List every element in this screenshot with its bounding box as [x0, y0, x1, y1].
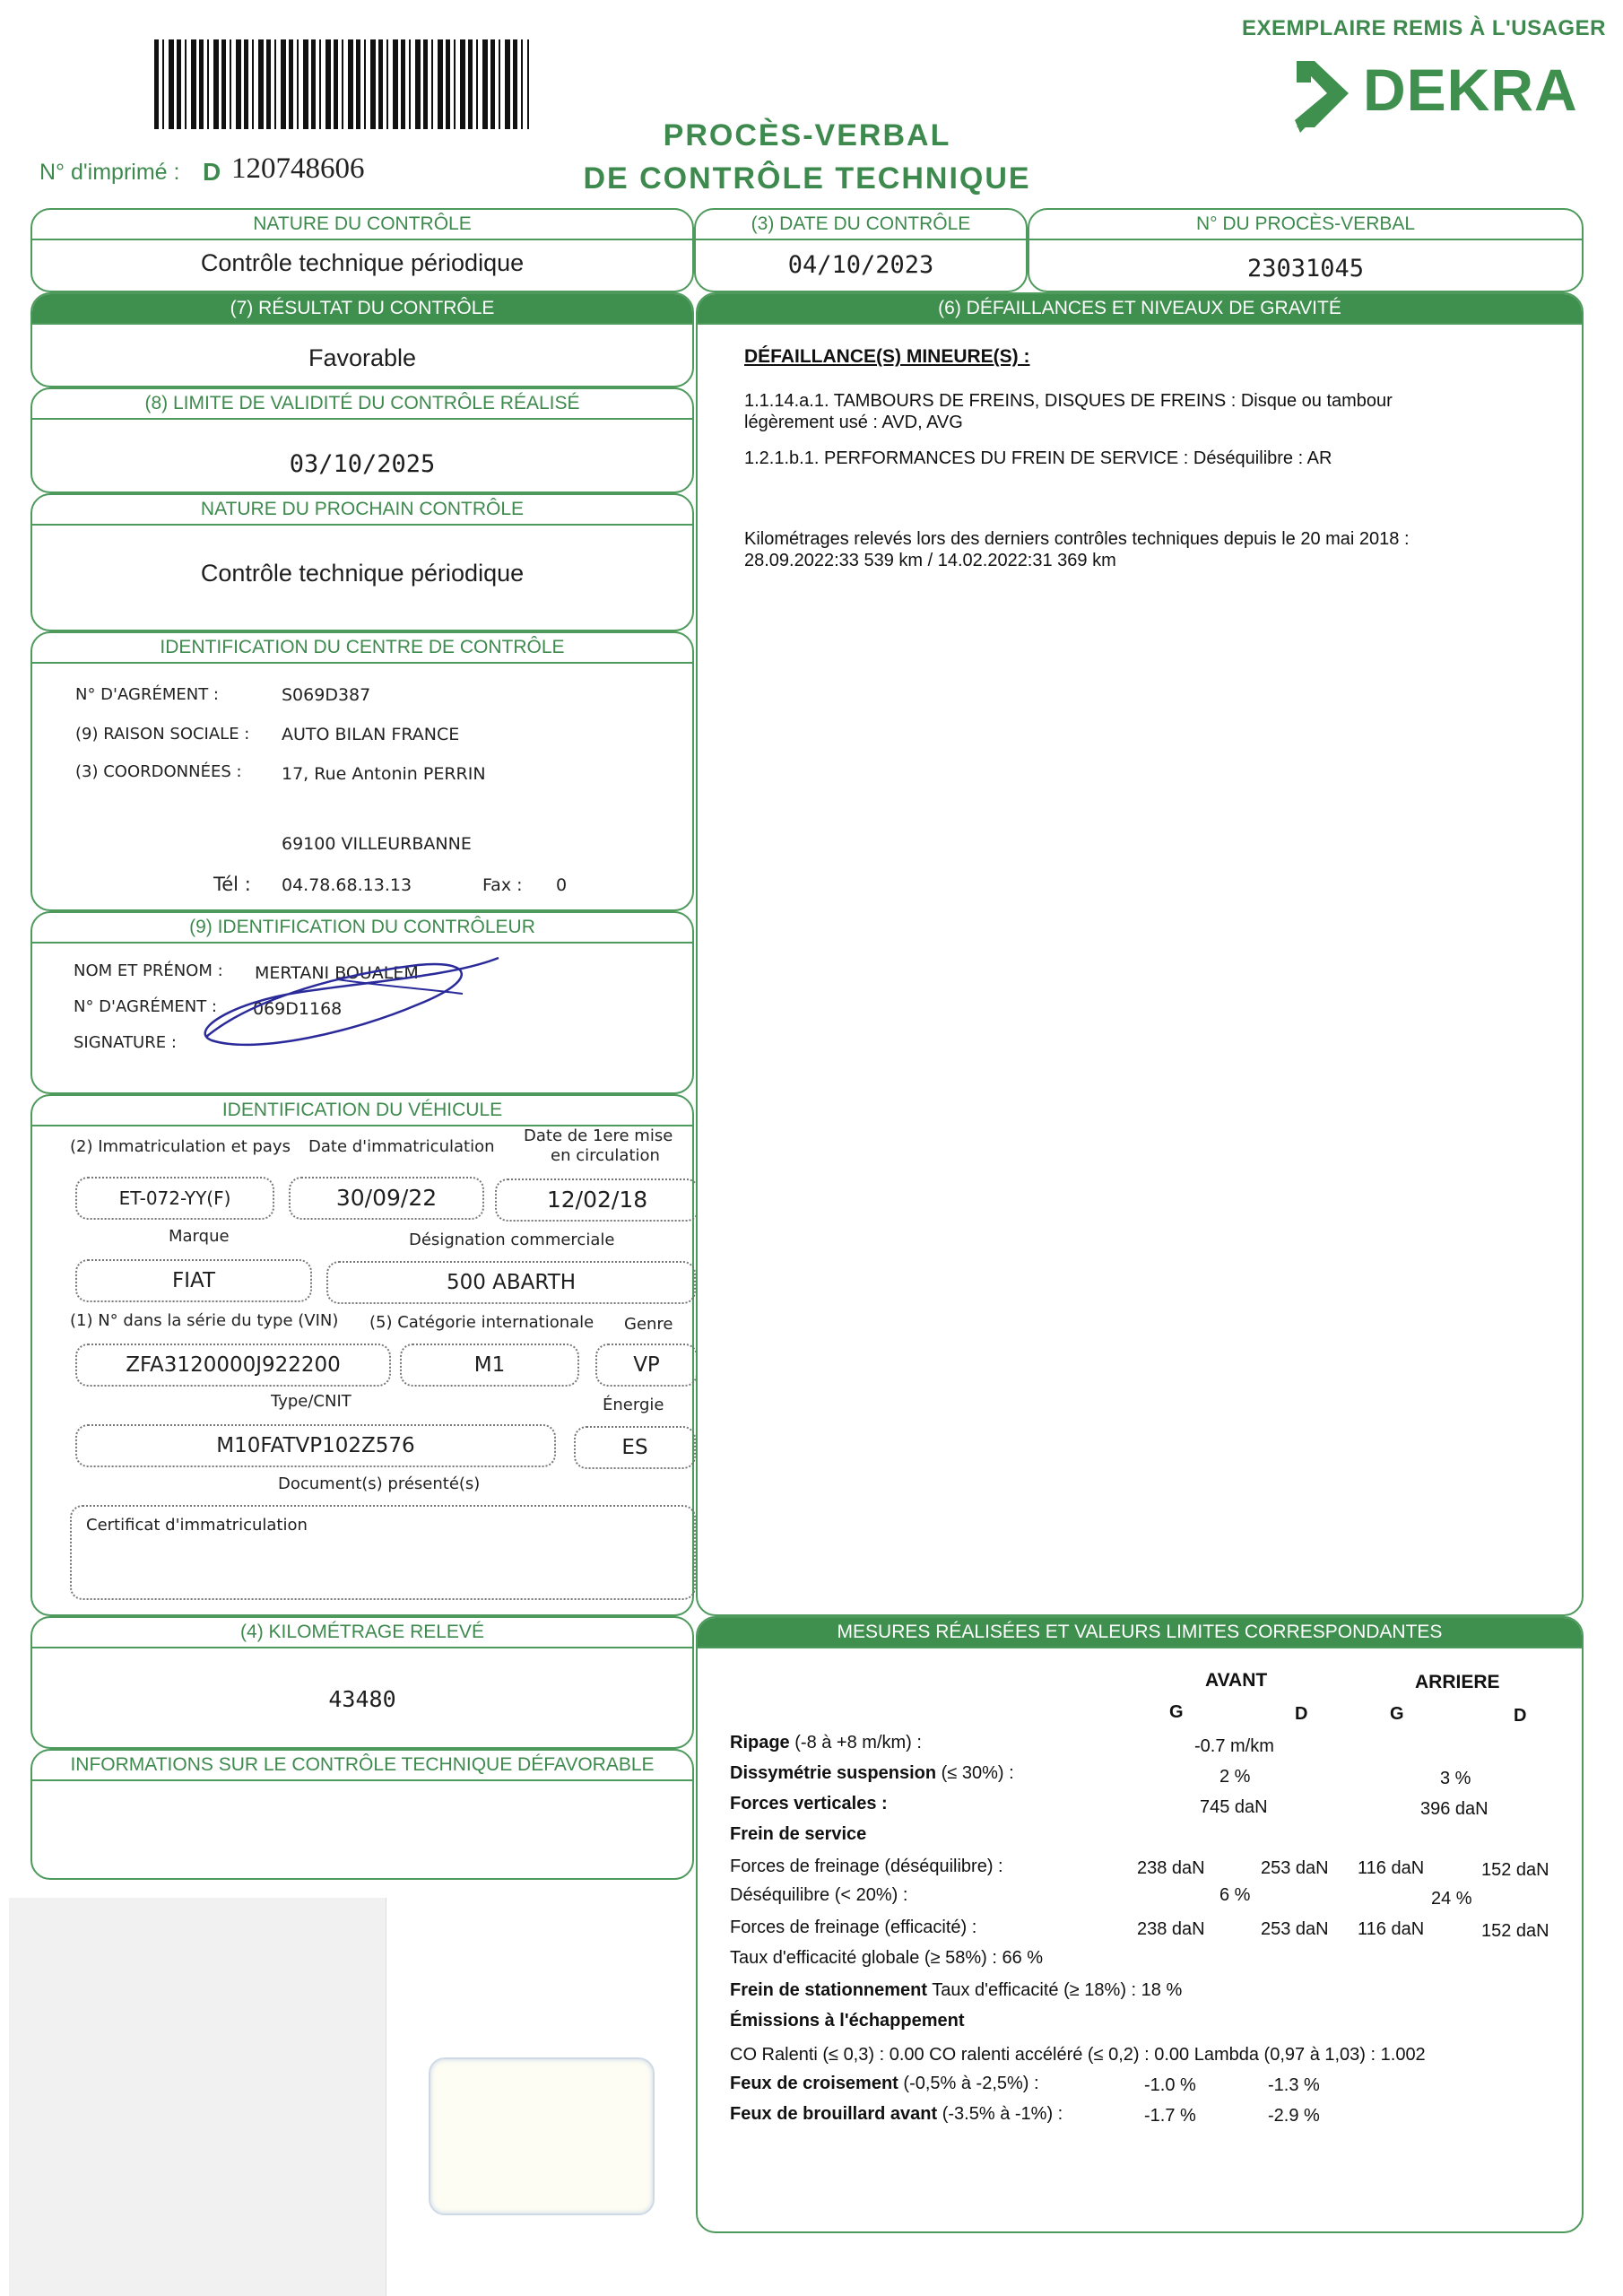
controleur-signature-label: SIGNATURE : [74, 1033, 177, 1052]
vehicule-date-mise-label1: Date de 1ere mise [524, 1126, 673, 1145]
km-history-line2: 28.09.2022:33 539 km / 14.02.2022:31 369 km [744, 551, 1116, 570]
mesures-avant-d: D [1295, 1704, 1308, 1724]
ff-deseq-label: Forces de freinage (déséquilibre) : [730, 1857, 1003, 1876]
ripage-row [730, 1733, 922, 1753]
mesures-header: MESURES RÉALISÉES ET VALEURS LIMITES CORRESPONDANTES [698, 1618, 1582, 1648]
ff-deseq-avd: 253 daN [1261, 1858, 1329, 1878]
vehicule-date-mise-label2: en circulation [551, 1146, 660, 1165]
vehicule-immat: ET-072-YY(F) [75, 1177, 274, 1220]
vehicule-documents: Certificat d'immatriculation [86, 1516, 308, 1535]
mesures-arriere: ARRIERE [1415, 1672, 1500, 1692]
croisement-g: -1.0 % [1144, 2075, 1196, 2095]
dekra-wordmark: DEKRA [1363, 57, 1578, 123]
brouillard-limit: (-3.5% à -1%) : [942, 2104, 1063, 2124]
emissions-label: Émissions à l'échappement [730, 2011, 965, 2031]
brouillard-row [730, 2104, 1063, 2125]
stationnement-value: Taux d'efficacité (≥ 18%) : 18 % [932, 1980, 1183, 2000]
sticker-window [429, 2057, 655, 2215]
ff-deseq-arg: 116 daN [1358, 1858, 1425, 1878]
signature-scribble [194, 949, 516, 1057]
torn-stub [9, 1898, 386, 2296]
ff-eff-arg: 116 daN [1358, 1919, 1425, 1939]
doc-title-line1: PROCÈS-VERBAL [663, 118, 951, 152]
vehicule-categorie-label: (5) Catégorie internationale [369, 1313, 595, 1332]
dissymetrie-limit: (≤ 30%) : [941, 1763, 1014, 1783]
vehicule-type: M10FATVP102Z576 [75, 1424, 556, 1467]
centre-fax: 0 [556, 875, 568, 895]
croisement-label: Feux de croisement [730, 2074, 898, 2093]
limite-header: (8) LIMITE DE VALIDITÉ DU CONTRÔLE RÉALISÉ [32, 389, 692, 420]
copy-label: EXEMPLAIRE REMIS À L'USAGER [1242, 16, 1606, 40]
doc-title-line2: DE CONTRÔLE TECHNIQUE [583, 161, 1031, 196]
pv-header: N° DU PROCÈS-VERBAL [1029, 210, 1582, 240]
controleur-nom-label: NOM ET PRÉNOM : [74, 961, 223, 980]
prochain-value: Contrôle technique périodique [200, 560, 525, 587]
forces-verticales-label: Forces verticales : [730, 1794, 888, 1813]
deseq-label: Déséquilibre (< 20%) : [730, 1885, 908, 1905]
defaillance-item1-line1: 1.1.14.a.1. TAMBOURS DE FREINS, DISQUES DE FREINS : Disque ou tambour [744, 391, 1393, 411]
centre-box [30, 631, 694, 911]
kilometrage-value: 43480 [328, 1686, 396, 1712]
controleur-box [30, 911, 694, 1094]
date-value: 04/10/2023 [787, 251, 934, 279]
defaillance-item2: 1.2.1.b.1. PERFORMANCES DU FREIN DE SERVICE : Déséquilibre : AR [744, 448, 1332, 468]
dissymetrie-avant: 2 % [1219, 1767, 1251, 1787]
mesures-box [696, 1616, 1584, 2233]
ff-eff-avd: 253 daN [1261, 1919, 1329, 1939]
dissymetrie-arriere: 3 % [1440, 1769, 1471, 1788]
centre-agrement: S069D387 [282, 685, 371, 705]
ripage-label: Ripage [730, 1733, 790, 1752]
croisement-row [730, 2074, 1039, 2094]
controleur-agrement-label: N° D'AGRÉMENT : [74, 997, 217, 1016]
ff-eff-ard: 152 daN [1481, 1921, 1549, 1941]
centre-fax-label: Fax : [482, 875, 523, 895]
defaillances-header: (6) DÉFAILLANCES ET NIVEAUX DE GRAVITÉ [698, 294, 1582, 325]
centre-raison-label: (9) RAISON SOCIALE : [75, 725, 250, 744]
vehicule-type-label: Type/CNIT [271, 1392, 352, 1411]
nature-box [30, 208, 694, 292]
centre-header: IDENTIFICATION DU CENTRE DE CONTRÔLE [32, 633, 692, 664]
defaillances-heading: DÉFAILLANCE(S) MINEURE(S) : [744, 346, 1030, 367]
print-number-label: N° d'imprimé : [39, 160, 180, 185]
centre-raison: AUTO BILAN FRANCE [282, 725, 460, 744]
vehicule-documents-label: Document(s) présenté(s) [278, 1474, 481, 1493]
ff-eff-avg: 238 daN [1137, 1919, 1205, 1939]
ripage-value: -0.7 m/km [1194, 1736, 1274, 1756]
centre-tel-label: Tél : [213, 874, 251, 895]
vehicule-marque-label: Marque [169, 1227, 230, 1246]
ff-deseq-ard: 152 daN [1481, 1860, 1549, 1880]
defavorable-box [30, 1749, 694, 1880]
co-line: CO Ralenti (≤ 0,3) : 0.00 CO ralenti accéléré (≤ 0,2) : 0.00 Lambda (0,97 à 1,03) : 1.002 [730, 2045, 1426, 2065]
ff-deseq-avg: 238 daN [1137, 1858, 1205, 1878]
nature-value: Contrôle technique périodique [200, 249, 525, 276]
mesures-avant: AVANT [1205, 1670, 1268, 1691]
vehicule-vin-label: (1) N° dans la série du type (VIN) [70, 1311, 339, 1330]
km-history-line1: Kilométrages relevés lors des derniers contrôles techniques depuis le 20 mai 2018 : [744, 529, 1410, 549]
vehicule-documents-box [70, 1505, 696, 1600]
mesures-arriere-d: D [1514, 1706, 1527, 1726]
centre-tel: 04.78.68.13.13 [282, 875, 412, 895]
kilometrage-box [30, 1616, 694, 1749]
mesures-arriere-g: G [1390, 1704, 1404, 1724]
vehicule-genre-label: Genre [624, 1315, 673, 1334]
stationnement-label: Frein de stationnement [730, 1980, 928, 2000]
deseq-avant: 6 % [1219, 1885, 1251, 1905]
vehicule-immat-label: (2) Immatriculation et pays [70, 1137, 291, 1156]
mesures-avant-g: G [1169, 1702, 1184, 1722]
prochain-header: NATURE DU PROCHAIN CONTRÔLE [32, 495, 692, 526]
defaillance-item1-line2: légèrement usé : AVD, AVG [744, 413, 963, 432]
nature-header: NATURE DU CONTRÔLE [32, 210, 692, 240]
vehicule-date-mise: 12/02/18 [495, 1178, 699, 1222]
frein-service-label: Frein de service [730, 1824, 867, 1844]
print-number-value: 120748606 [231, 152, 365, 185]
defavorable-header: INFORMATIONS SUR LE CONTRÔLE TECHNIQUE DÉFAVORABLE [32, 1751, 692, 1781]
pv-value: 23031045 [1246, 255, 1365, 283]
dekra-arrow-icon [1291, 56, 1354, 136]
resultat-box [30, 292, 694, 387]
controleur-nom: MERTANI BOUALEM [255, 963, 419, 983]
centre-adresse2: 69100 VILLEURBANNE [282, 834, 472, 854]
forces-verticales-arriere: 396 daN [1420, 1799, 1488, 1819]
croisement-limit: (-0,5% à -2,5%) : [903, 2074, 1039, 2093]
centre-adresse1: 17, Rue Antonin PERRIN [282, 764, 486, 784]
vehicule-marque: FIAT [75, 1259, 312, 1302]
vehicule-energie-label: Énergie [603, 1396, 664, 1414]
pv-box [1028, 208, 1584, 292]
ripage-limit: (-8 à +8 m/km) : [794, 1733, 922, 1752]
vehicule-box [30, 1094, 694, 1616]
vehicule-categorie: M1 [400, 1344, 579, 1387]
forces-verticales-avant: 745 daN [1200, 1797, 1268, 1817]
vehicule-genre: VP [595, 1344, 698, 1387]
dissymetrie-label: Dissymétrie suspension [730, 1763, 937, 1783]
croisement-d: -1.3 % [1268, 2075, 1320, 2095]
brouillard-d: -2.9 % [1268, 2106, 1320, 2126]
resultat-header: (7) RÉSULTAT DU CONTRÔLE [32, 294, 692, 325]
vehicule-designation: 500 ABARTH [326, 1261, 696, 1304]
date-box [694, 208, 1028, 292]
vehicule-header: IDENTIFICATION DU VÉHICULE [32, 1096, 692, 1126]
kilometrage-header: (4) KILOMÉTRAGE RELEVÉ [32, 1618, 692, 1648]
vehicule-energie: ES [574, 1426, 696, 1469]
limite-value: 03/10/2025 [289, 450, 436, 478]
vehicule-date-immat: 30/09/22 [289, 1177, 484, 1220]
controleur-header: (9) IDENTIFICATION DU CONTRÔLEUR [32, 913, 692, 944]
centre-coord-label: (3) COORDONNÉES : [75, 762, 242, 781]
resultat-value: Favorable [308, 344, 417, 371]
brouillard-g: -1.7 % [1144, 2106, 1196, 2126]
dissymetrie-row [730, 1763, 1014, 1784]
vehicule-vin: ZFA3120000J922200 [75, 1344, 391, 1387]
taux-global: Taux d'efficacité globale (≥ 58%) : 66 % [730, 1948, 1044, 1968]
vehicule-date-immat-label: Date d'immatriculation [308, 1137, 495, 1156]
print-number-prefix: D [203, 158, 221, 186]
deseq-arriere: 24 % [1431, 1889, 1472, 1909]
date-header: (3) DATE DU CONTRÔLE [696, 210, 1026, 240]
defaillances-box [696, 292, 1584, 1616]
barcode [154, 39, 529, 129]
limite-box [30, 387, 694, 493]
ff-eff-label: Forces de freinage (efficacité) : [730, 1918, 977, 1937]
controleur-agrement: 069D1168 [253, 999, 343, 1019]
prochain-box [30, 493, 694, 631]
dekra-logo [1291, 56, 1578, 136]
vehicule-designation-label: Désignation commerciale [409, 1231, 615, 1249]
brouillard-label: Feux de brouillard avant [730, 2104, 938, 2124]
stationnement-row [730, 1980, 1182, 2001]
centre-agrement-label: N° D'AGRÉMENT : [75, 685, 219, 704]
